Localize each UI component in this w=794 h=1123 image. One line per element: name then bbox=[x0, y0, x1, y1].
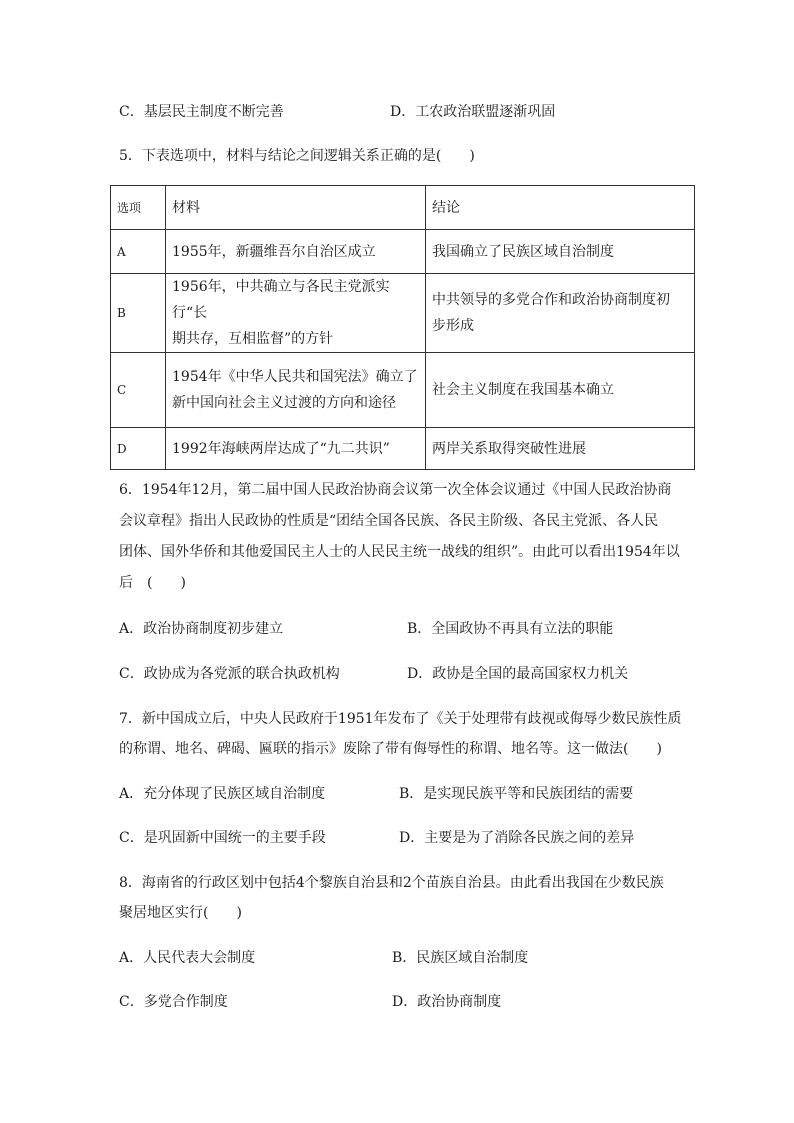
table-header-cell: 材料 bbox=[166, 186, 426, 230]
q6-option-b: B．全国政协不再具有立法的职能 bbox=[407, 621, 614, 637]
q8-stem-line: 8．海南省的行政区划中包括4个黎族自治县和2个苗族自治县。由此看出我国在少数民族 bbox=[119, 875, 664, 891]
q6-option-c: C．政协成为各党派的联合执政机构 bbox=[119, 666, 340, 682]
q6-stem-line: 6．1954年12月，第二届中国人民政治协商会议第一次全体会议通过《中国人民政治协商 bbox=[119, 482, 672, 498]
q6-stem-line: 团体、国外华侨和其他爱国民主人士的人民民主统一战线的组织”。由此可以看出1954年以 bbox=[119, 544, 680, 560]
q6-option-a: A．政治协商制度初步建立 bbox=[119, 621, 284, 637]
table-cell-material: 1955年，新疆维吾尔自治区成立 bbox=[166, 230, 426, 274]
q8-option-c: C．多党合作制度 bbox=[119, 994, 228, 1010]
table-row bbox=[111, 353, 695, 428]
q5-table bbox=[110, 185, 695, 470]
table-cell-material: 1992年海峡两岸达成了“九二共识” bbox=[166, 428, 426, 470]
table-row bbox=[111, 230, 695, 274]
table-cell-conclusion: 我国确立了民族区域自治制度 bbox=[426, 230, 695, 274]
table-cell-material: 1956年，中共确立与各民主党派实行“长 期共存，互相监督”的方针 bbox=[166, 274, 426, 353]
table-cell-conclusion: 社会主义制度在我国基本确立 bbox=[426, 353, 695, 428]
q7-option-b: B．是实现民族平等和民族团结的需要 bbox=[399, 786, 634, 802]
q8-stem-line: 聚居地区实行( ) bbox=[119, 905, 242, 921]
table-header-cell: 结论 bbox=[426, 186, 695, 230]
q6-option-d: D．政协是全国的最高国家权力机关 bbox=[407, 666, 629, 682]
q8-option-b: B．民族区域自治制度 bbox=[392, 950, 529, 966]
q7-option-a: A．充分体现了民族区域自治制度 bbox=[119, 786, 326, 802]
table-cell-key: C bbox=[111, 353, 166, 428]
table-cell-key: D bbox=[111, 428, 166, 470]
table-cell-conclusion: 两岸关系取得突破性进展 bbox=[426, 428, 695, 470]
q5-stem: 5．下表选项中，材料与结论之间逻辑关系正确的是( ) bbox=[119, 148, 475, 164]
q7-option-d: D．主要是为了消除各民族之间的差异 bbox=[399, 830, 635, 846]
table-header-cell: 选项 bbox=[111, 186, 166, 230]
table-row bbox=[111, 274, 695, 353]
q7-option-c: C．是巩固新中国统一的主要手段 bbox=[119, 830, 326, 846]
q7-stem-line: 7．新中国成立后，中央人民政府于1951年发布了《关于处理带有歧视或侮辱少数民族性质 bbox=[119, 711, 682, 727]
table-cell-material: 1954年《中华人民共和国宪法》确立了 新中国向社会主义过渡的方向和途径 bbox=[166, 353, 426, 428]
q6-stem-line: 后 ( ) bbox=[119, 575, 186, 591]
q4-option-c: C．基层民主制度不断完善 bbox=[119, 104, 284, 120]
q6-stem-line: 会议章程》指出人民政协的性质是“团结全国各民族、各民主阶级、各民主党派、各人民 bbox=[119, 513, 659, 529]
table-cell-key: A bbox=[111, 230, 166, 274]
table-header-row bbox=[111, 186, 695, 230]
table-row bbox=[111, 428, 695, 470]
q7-stem-line: 的称谓、地名、碑碣、匾联的指示》废除了带有侮辱性的称谓、地名等。这一做法( ) bbox=[119, 741, 662, 757]
table-cell-conclusion: 中共领导的多党合作和政治协商制度初 步形成 bbox=[426, 274, 695, 353]
q4-option-d: D．工农政治联盟逐渐巩固 bbox=[390, 104, 556, 120]
q8-option-d: D．政治协商制度 bbox=[392, 994, 502, 1010]
table-cell-key: B bbox=[111, 274, 166, 353]
q8-option-a: A．人民代表大会制度 bbox=[119, 950, 256, 966]
